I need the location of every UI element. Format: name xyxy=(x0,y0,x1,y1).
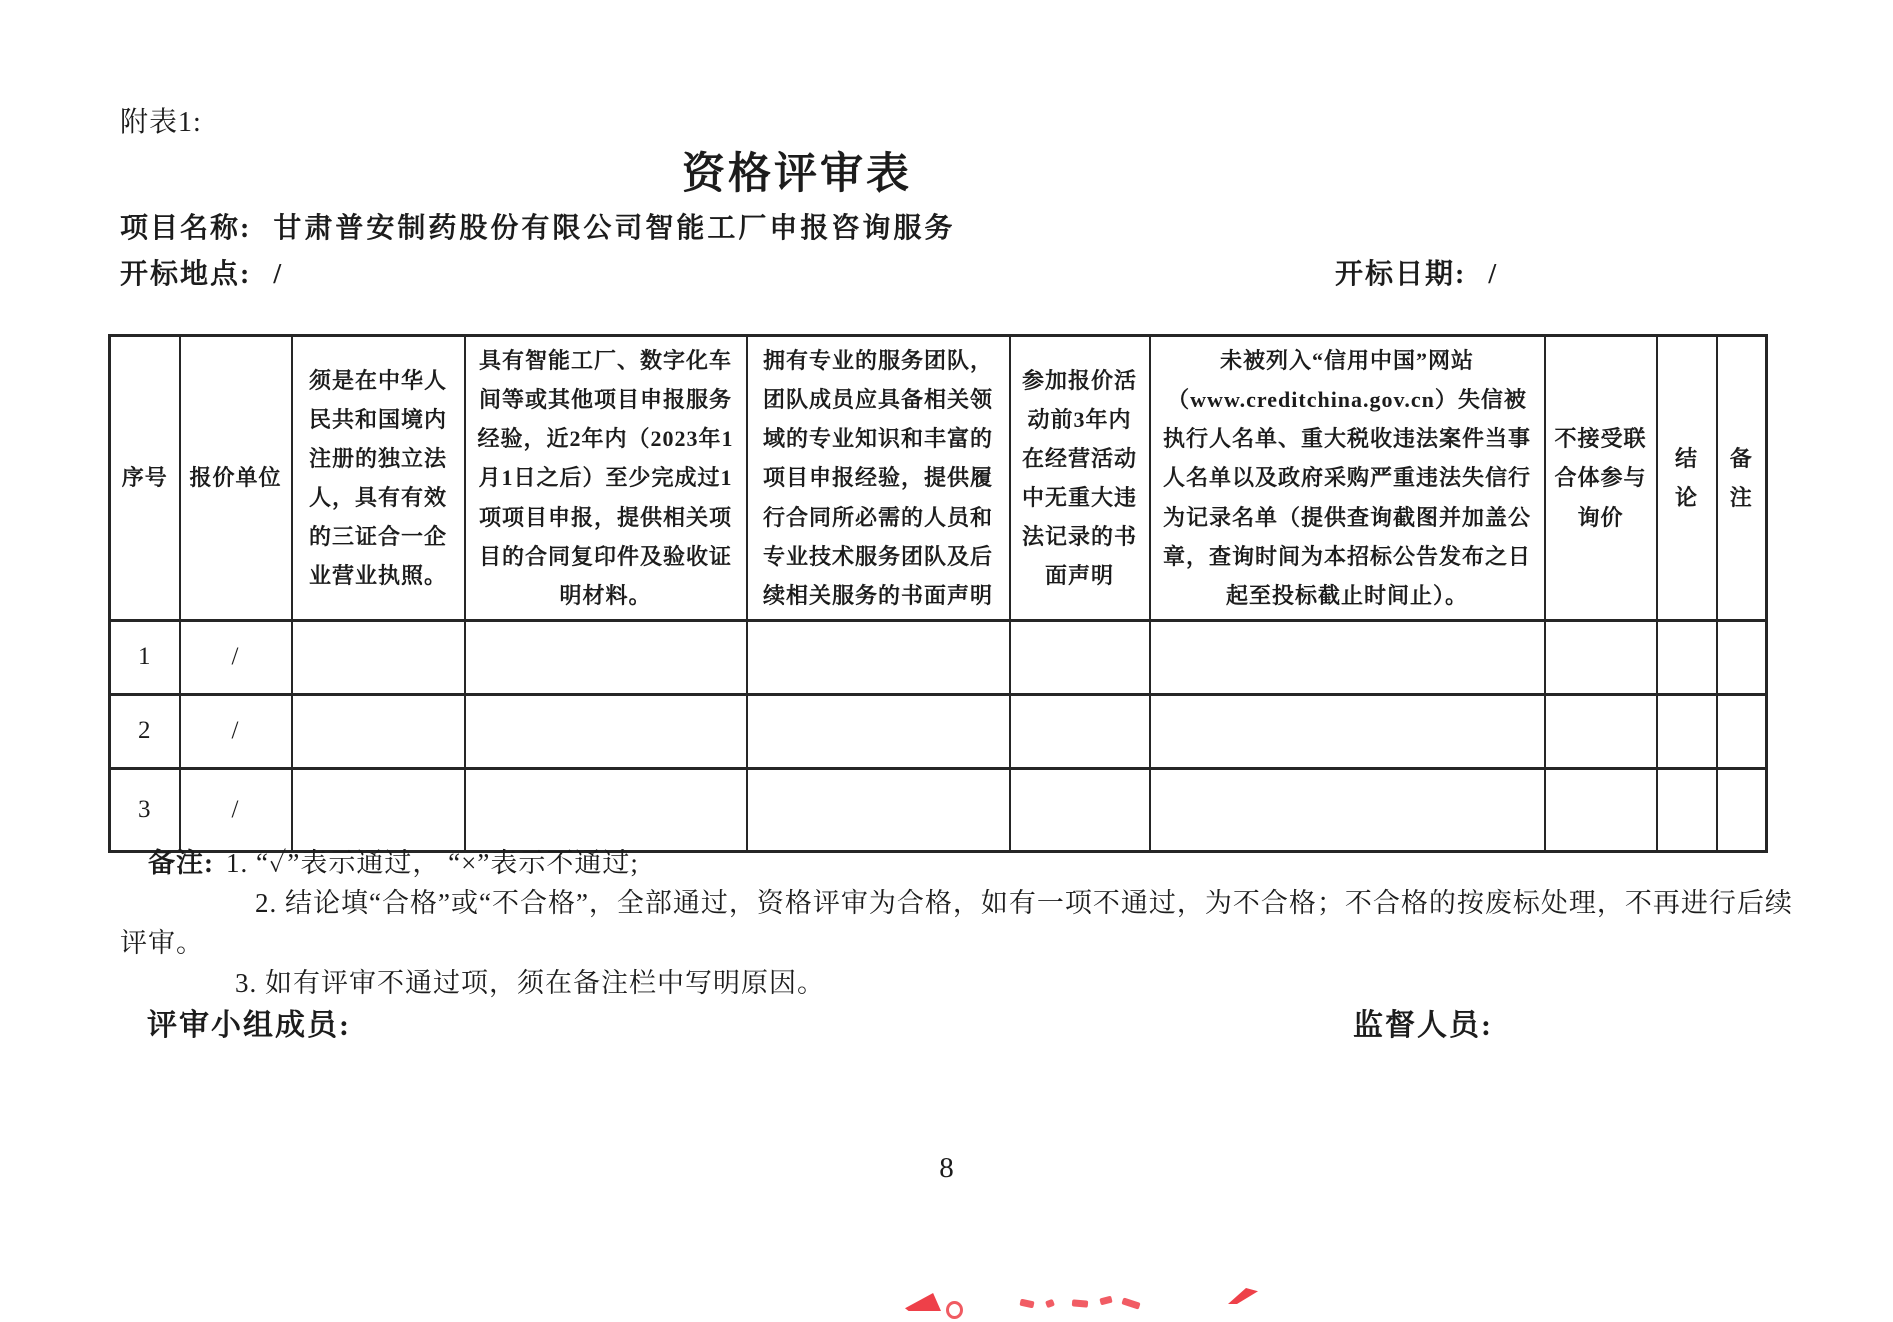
cell-empty xyxy=(1010,695,1150,769)
cell-empty xyxy=(747,769,1010,852)
supervisor-label: 监督人员: xyxy=(1353,1009,1493,1042)
cell-empty xyxy=(1717,695,1767,769)
header-experience-requirement: 具有智能工厂、数字化车间等或其他项目申报服务经验，近2年内（2023年1月1日之后）至少完成过1项项目申报，提供相关项目的合同复印件及验收证明材料。 xyxy=(465,336,747,621)
cell-unit: / xyxy=(180,621,292,695)
cell-empty xyxy=(465,621,747,695)
cell-empty xyxy=(1657,621,1717,695)
cell-empty xyxy=(1545,621,1657,695)
cell-empty xyxy=(1545,695,1657,769)
red-stamp-fragment-icon xyxy=(1019,1299,1034,1309)
note-line-1 xyxy=(120,843,1800,883)
table-row xyxy=(110,621,1767,695)
note-line-2: 2. 结论填“合格”或“不合格”，全部通过，资格评审为合格，如有一项不通过，为不合格；不合格的按废标处理，不再进行后续 xyxy=(255,888,1793,918)
table-row xyxy=(110,769,1767,852)
header-no-consortium: 不接受联合体参与询价 xyxy=(1545,336,1657,621)
appendix-label: 附表1: xyxy=(120,107,202,138)
header-team-requirement: 拥有专业的服务团队，团队成员应具备相关领域的专业知识和丰富的项目申报经验，提供履行合同所必需的人员和专业技术服务团队及后续相关服务的书面声明 xyxy=(747,336,1010,621)
note-line-3: 3. 如有评审不通过项，须在备注栏中写明原因。 xyxy=(235,968,825,998)
page-title: 资格评审表 xyxy=(682,151,912,198)
red-stamp-fragment-icon xyxy=(1121,1297,1140,1309)
cell-seq: 3 xyxy=(110,769,180,852)
cell-empty xyxy=(1657,695,1717,769)
notes-label: 备注: xyxy=(148,848,214,878)
cell-empty xyxy=(292,621,465,695)
red-stamp-fragment-icon xyxy=(946,1301,963,1319)
qualification-review-table xyxy=(108,334,1768,853)
note-line-2-wrap: 评审。 xyxy=(120,928,204,958)
bid-location-line xyxy=(120,252,284,292)
red-stamp-fragment-icon xyxy=(1072,1299,1089,1307)
cell-seq: 2 xyxy=(110,695,180,769)
cell-empty xyxy=(1010,769,1150,852)
cell-empty xyxy=(465,695,747,769)
bid-location-value: / xyxy=(273,259,285,290)
cell-empty xyxy=(465,769,747,852)
cell-seq: 1 xyxy=(110,621,180,695)
header-credit-china-requirement: 未被列入“信用中国”网站（www.creditchina.gov.cn）失信被执行人名单、重大税收违法案件当事人名单以及政府采购严重违法失信行为记录名单（提供查询截图并加盖公章，查询时间为本招标公告发布之日起至投标截止时间止）。 xyxy=(1150,336,1545,621)
header-remarks: 备注 xyxy=(1717,336,1767,621)
header-no-violation-declaration: 参加报价活动前3年内在经营活动中无重大违法记录的书面声明 xyxy=(1010,336,1150,621)
cell-empty xyxy=(1010,621,1150,695)
red-stamp-fragment-icon xyxy=(1045,1299,1055,1308)
cell-unit: / xyxy=(180,695,292,769)
cell-unit: / xyxy=(180,769,292,852)
cell-empty xyxy=(747,695,1010,769)
cell-empty xyxy=(1150,769,1545,852)
page-number: 8 xyxy=(939,1152,954,1184)
cell-empty xyxy=(1150,621,1545,695)
cell-empty xyxy=(1545,769,1657,852)
note-line-1-text: 1. “✓”表示通过， “×”表示不通过; xyxy=(226,848,639,878)
red-stamp-fragment-icon xyxy=(1228,1288,1258,1304)
cell-empty xyxy=(747,621,1010,695)
project-name-value: 甘肃普安制药股份有限公司智能工厂申报咨询服务 xyxy=(273,213,956,244)
cell-empty xyxy=(1717,769,1767,852)
cell-empty xyxy=(1717,621,1767,695)
red-stamp-fragment-icon xyxy=(1099,1296,1112,1306)
table-row xyxy=(110,695,1767,769)
bid-location-label: 开标地点: xyxy=(120,259,252,290)
header-conclusion: 结论 xyxy=(1657,336,1717,621)
bid-date-label: 开标日期: xyxy=(1335,259,1467,290)
cell-empty xyxy=(292,695,465,769)
review-team-label: 评审小组成员: xyxy=(147,1009,351,1042)
header-legal-entity-requirement: 须是在中华人民共和国境内注册的独立法人，具有有效的三证合一企业营业执照。 xyxy=(292,336,465,621)
header-quoting-unit: 报价单位 xyxy=(180,336,292,621)
table-header-row xyxy=(110,336,1767,621)
header-seq: 序号 xyxy=(110,336,180,621)
cell-empty xyxy=(1150,695,1545,769)
project-name-line xyxy=(120,206,955,246)
cell-empty xyxy=(292,769,465,852)
red-stamp-fragment-icon xyxy=(905,1293,941,1311)
cell-empty xyxy=(1657,769,1717,852)
notes-block xyxy=(120,843,1800,1003)
project-name-label: 项目名称: xyxy=(120,213,252,244)
bid-date-value: / xyxy=(1488,259,1500,290)
bid-date-line xyxy=(1335,252,1499,292)
